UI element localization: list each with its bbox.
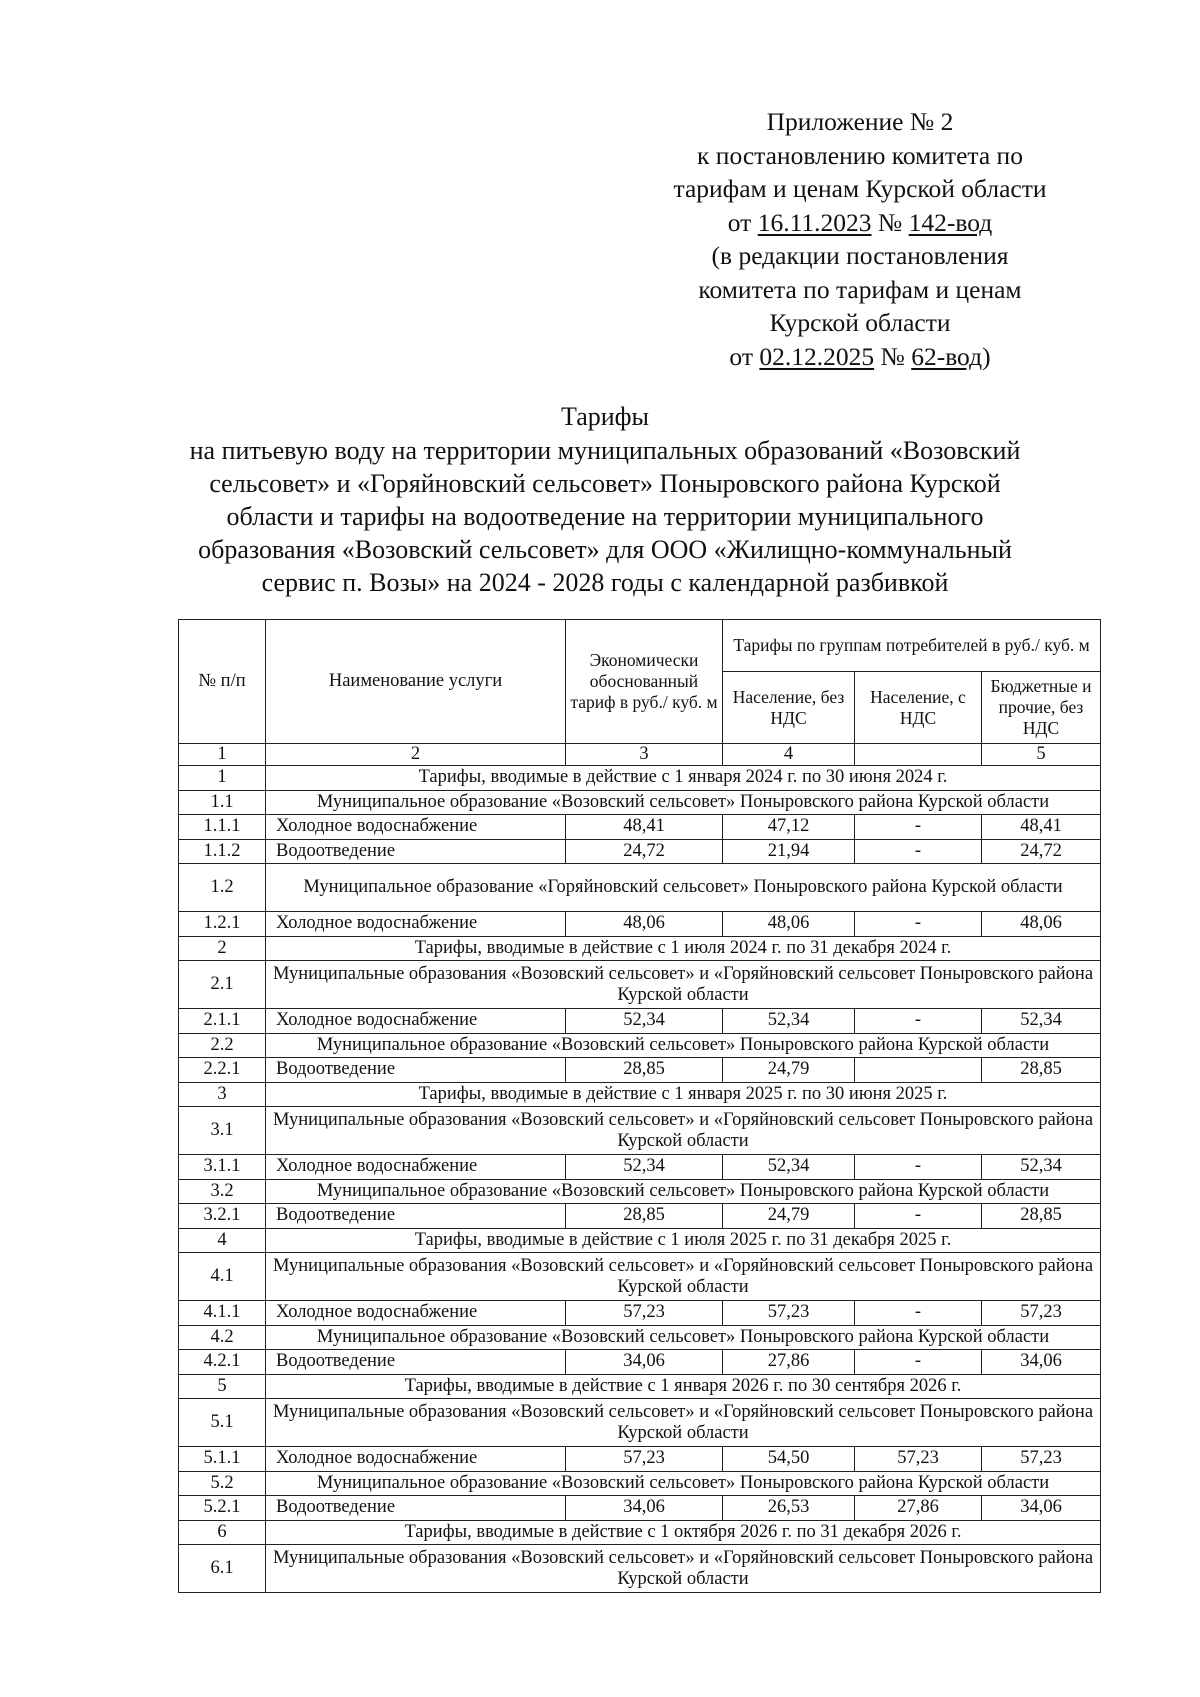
section-number: 6.1 — [179, 1545, 266, 1593]
section-title: Муниципальные образования «Возовский сельсовет» и «Горяйновский сельсовет Поныровского района Курской области — [266, 1107, 1101, 1155]
table-row — [179, 790, 1101, 815]
service-name: Водоотведение — [266, 839, 566, 864]
order-date: 16.11.2023 — [757, 207, 872, 237]
section-number: 4.2 — [179, 1325, 266, 1350]
section-title: Тарифы, вводимые в действие с 1 июля 2025 г. по 31 декабря 2025 г. — [266, 1228, 1101, 1253]
section-title: Муниципальное образование «Возовский сельсовет» Поныровского района Курской области — [266, 1179, 1101, 1204]
section-title: Муниципальное образование «Возовский сельсовет» Поныровского района Курской области — [266, 1471, 1101, 1496]
table-row — [179, 1496, 1101, 1521]
appendix-line: к постановлению комитета по — [697, 140, 1023, 170]
section-title: Тарифы, вводимые в действие с 1 июля 2024 г. по 31 декабря 2024 г. — [266, 936, 1101, 961]
section-number: 2.2 — [179, 1033, 266, 1058]
section-title: Тарифы, вводимые в действие с 1 января 2025 г. по 30 июня 2025 г. — [266, 1082, 1101, 1107]
table-row — [179, 1033, 1101, 1058]
header-consumer-groups: Тарифы по группам потребителей в руб./ куб. м — [723, 620, 1101, 672]
section-title: Муниципальное образование «Возовский сельсовет» Поныровского района Курской области — [266, 1325, 1101, 1350]
table-row — [179, 1325, 1101, 1350]
service-name: Холодное водоснабжение — [266, 1447, 566, 1472]
economic-tariff-value: 28,85 — [566, 1058, 723, 1083]
budget-value: 57,23 — [982, 1301, 1101, 1326]
service-name: Холодное водоснабжение — [266, 912, 566, 937]
section-number: 1.2 — [179, 864, 266, 912]
population-vat-value: - — [855, 1301, 982, 1326]
section-number: 3.2 — [179, 1179, 266, 1204]
budget-value: 34,06 — [982, 1350, 1101, 1375]
table-row — [179, 839, 1101, 864]
order-number: 142-вод — [908, 207, 993, 237]
table-row — [179, 1228, 1101, 1253]
economic-tariff-value: 52,34 — [566, 1155, 723, 1180]
population-no-vat-value: 48,06 — [723, 912, 855, 937]
section-number: 4 — [179, 1228, 266, 1253]
service-name: Холодное водоснабжение — [266, 1301, 566, 1326]
column-number: 5 — [982, 744, 1101, 766]
population-vat-value: - — [855, 1155, 982, 1180]
document-subtitle-line: сельсовет» и «Горяйновский сельсовет» Поныровского района Курской — [209, 469, 1001, 498]
column-number — [855, 744, 982, 766]
economic-tariff-value: 57,23 — [566, 1301, 723, 1326]
column-number: 2 — [266, 744, 566, 766]
population-vat-value: - — [855, 815, 982, 840]
table-row — [179, 1471, 1101, 1496]
economic-tariff-value: 57,23 — [566, 1447, 723, 1472]
budget-value: 52,34 — [982, 1155, 1101, 1180]
budget-value: 28,85 — [982, 1204, 1101, 1229]
section-number: 3 — [179, 1082, 266, 1107]
economic-tariff-value: 24,72 — [566, 839, 723, 864]
column-number: 4 — [723, 744, 855, 766]
row-number: 3.1.1 — [179, 1155, 266, 1180]
section-number: 2.1 — [179, 961, 266, 1009]
economic-tariff-value: 48,06 — [566, 912, 723, 937]
order-number: 62-вод — [911, 341, 983, 371]
table-row — [179, 1204, 1101, 1229]
population-no-vat-value: 54,50 — [723, 1447, 855, 1472]
section-title: Тарифы, вводимые в действие с 1 октября 2026 г. по 31 декабря 2026 г. — [266, 1520, 1101, 1545]
population-no-vat-value: 47,12 — [723, 815, 855, 840]
table-row — [179, 912, 1101, 937]
service-name: Холодное водоснабжение — [266, 1155, 566, 1180]
section-number: 1.1 — [179, 790, 266, 815]
table-row — [179, 766, 1101, 791]
section-title: Муниципальные образования «Возовский сельсовет» и «Горяйновский сельсовет Поныровского района Курской области — [266, 1545, 1101, 1593]
section-number: 5 — [179, 1374, 266, 1399]
population-vat-value: - — [855, 1350, 982, 1375]
population-no-vat-value: 57,23 — [723, 1301, 855, 1326]
population-vat-value: - — [855, 1009, 982, 1034]
header-budget: Бюджетные и прочие, без НДС — [982, 672, 1101, 744]
appendix-order-revision: от 02.12.2025 № 62-вод) — [729, 341, 991, 371]
table-row — [179, 1155, 1101, 1180]
appendix-order-original: от 16.11.2023 № 142-вод — [727, 207, 993, 237]
header-service: Наименование услуги — [266, 620, 566, 744]
row-number: 1.1.2 — [179, 839, 266, 864]
table-row — [179, 1399, 1101, 1447]
section-number: 3.1 — [179, 1107, 266, 1155]
population-no-vat-value: 24,79 — [723, 1058, 855, 1083]
service-name: Водоотведение — [266, 1058, 566, 1083]
population-vat-value: 27,86 — [855, 1496, 982, 1521]
appendix-title: Приложение № 2 — [766, 107, 954, 136]
section-number: 1 — [179, 766, 266, 791]
table-row — [179, 1520, 1101, 1545]
economic-tariff-value: 28,85 — [566, 1204, 723, 1229]
table-row — [179, 1301, 1101, 1326]
row-number: 1.1.1 — [179, 815, 266, 840]
economic-tariff-value: 52,34 — [566, 1009, 723, 1034]
document-title: Тарифы — [560, 402, 649, 431]
population-vat-value: - — [855, 839, 982, 864]
economic-tariff-value: 34,06 — [566, 1350, 723, 1375]
table-row — [179, 1058, 1101, 1083]
document-subtitle-line: области и тарифы на водоотведение на территории муниципального — [226, 502, 984, 531]
population-vat-value — [855, 1058, 982, 1083]
document-subtitle-line: на питьевую воду на территории муниципальных образований «Возовский — [189, 436, 1021, 465]
budget-value: 48,41 — [982, 815, 1101, 840]
row-number: 2.2.1 — [179, 1058, 266, 1083]
population-no-vat-value: 24,79 — [723, 1204, 855, 1229]
population-vat-value: - — [855, 912, 982, 937]
column-number: 3 — [566, 744, 723, 766]
service-name: Холодное водоснабжение — [266, 815, 566, 840]
table-row — [179, 1447, 1101, 1472]
section-number: 5.1 — [179, 1399, 266, 1447]
table-row — [179, 1545, 1101, 1593]
section-title: Муниципальные образования «Возовский сельсовет» и «Горяйновский сельсовет Поныровского района Курской области — [266, 961, 1101, 1009]
service-name: Водоотведение — [266, 1204, 566, 1229]
appendix-line: комитета по тарифам и ценам — [698, 274, 1022, 304]
table-row — [179, 1179, 1101, 1204]
budget-value: 57,23 — [982, 1447, 1101, 1472]
budget-value: 34,06 — [982, 1496, 1101, 1521]
header-economic-tariff: Экономически обоснованный тариф в руб./ куб. м — [566, 620, 723, 744]
table-row — [179, 1253, 1101, 1301]
appendix-line: (в редакции постановления — [711, 241, 1009, 270]
economic-tariff-value: 48,41 — [566, 815, 723, 840]
section-title: Муниципальное образование «Возовский сельсовет» Поныровского района Курской области — [266, 790, 1101, 815]
table-row — [179, 815, 1101, 840]
service-name: Холодное водоснабжение — [266, 1009, 566, 1034]
row-number: 3.2.1 — [179, 1204, 266, 1229]
service-name: Водоотведение — [266, 1496, 566, 1521]
budget-value: 24,72 — [982, 839, 1101, 864]
document-subtitle-line: образования «Возовский сельсовет» для ООО «Жилищно-коммунальный — [198, 535, 1012, 564]
header-number: № п/п — [179, 620, 266, 744]
row-number: 1.2.1 — [179, 912, 266, 937]
column-number: 1 — [179, 744, 266, 766]
section-number: 2 — [179, 936, 266, 961]
section-number: 4.1 — [179, 1253, 266, 1301]
tariffs-table-body — [179, 766, 1101, 1593]
appendix-line: Курской области — [769, 308, 951, 337]
row-number: 4.2.1 — [179, 1350, 266, 1375]
header-population-no-vat: Население, без НДС — [723, 672, 855, 744]
tariffs-table — [178, 619, 1101, 1593]
population-no-vat-value: 52,34 — [723, 1155, 855, 1180]
appendix-block — [640, 105, 1080, 373]
budget-value: 52,34 — [982, 1009, 1101, 1034]
table-row — [179, 864, 1101, 912]
row-number: 2.1.1 — [179, 1009, 266, 1034]
section-number: 6 — [179, 1520, 266, 1545]
population-no-vat-value: 27,86 — [723, 1350, 855, 1375]
section-title: Муниципальные образования «Возовский сельсовет» и «Горяйновский сельсовет Поныровского района Курской области — [266, 1399, 1101, 1447]
service-name: Водоотведение — [266, 1350, 566, 1375]
section-title: Тарифы, вводимые в действие с 1 января 2026 г. по 30 сентября 2026 г. — [266, 1374, 1101, 1399]
population-no-vat-value: 52,34 — [723, 1009, 855, 1034]
table-row — [179, 961, 1101, 1009]
table-row — [179, 1374, 1101, 1399]
document-title-block — [150, 400, 1060, 599]
appendix-line: тарифам и ценам Курской области — [673, 174, 1047, 203]
table-row — [179, 1107, 1101, 1155]
budget-value: 28,85 — [982, 1058, 1101, 1083]
row-number: 5.1.1 — [179, 1447, 266, 1472]
section-title: Тарифы, вводимые в действие с 1 января 2024 г. по 30 июня 2024 г. — [266, 766, 1101, 791]
table-row — [179, 1082, 1101, 1107]
row-number: 5.2.1 — [179, 1496, 266, 1521]
section-title: Муниципальное образование «Горяйновский сельсовет» Поныровского района Курской области — [266, 864, 1101, 912]
table-row — [179, 1350, 1101, 1375]
section-title: Муниципальное образование «Возовский сельсовет» Поныровского района Курской области — [266, 1033, 1101, 1058]
row-number: 4.1.1 — [179, 1301, 266, 1326]
economic-tariff-value: 34,06 — [566, 1496, 723, 1521]
order-date: 02.12.2025 — [759, 341, 875, 371]
header-population-vat: Население, с НДС — [855, 672, 982, 744]
population-no-vat-value: 26,53 — [723, 1496, 855, 1521]
population-no-vat-value: 21,94 — [723, 839, 855, 864]
population-vat-value: - — [855, 1204, 982, 1229]
population-vat-value: 57,23 — [855, 1447, 982, 1472]
table-row — [179, 936, 1101, 961]
budget-value: 48,06 — [982, 912, 1101, 937]
section-title: Муниципальные образования «Возовский сельсовет» и «Горяйновский сельсовет Поныровского района Курской области — [266, 1253, 1101, 1301]
document-subtitle-line: сервис п. Возы» на 2024 - 2028 годы с календарной разбивкой — [261, 568, 949, 597]
section-number: 5.2 — [179, 1471, 266, 1496]
table-row — [179, 1009, 1101, 1034]
